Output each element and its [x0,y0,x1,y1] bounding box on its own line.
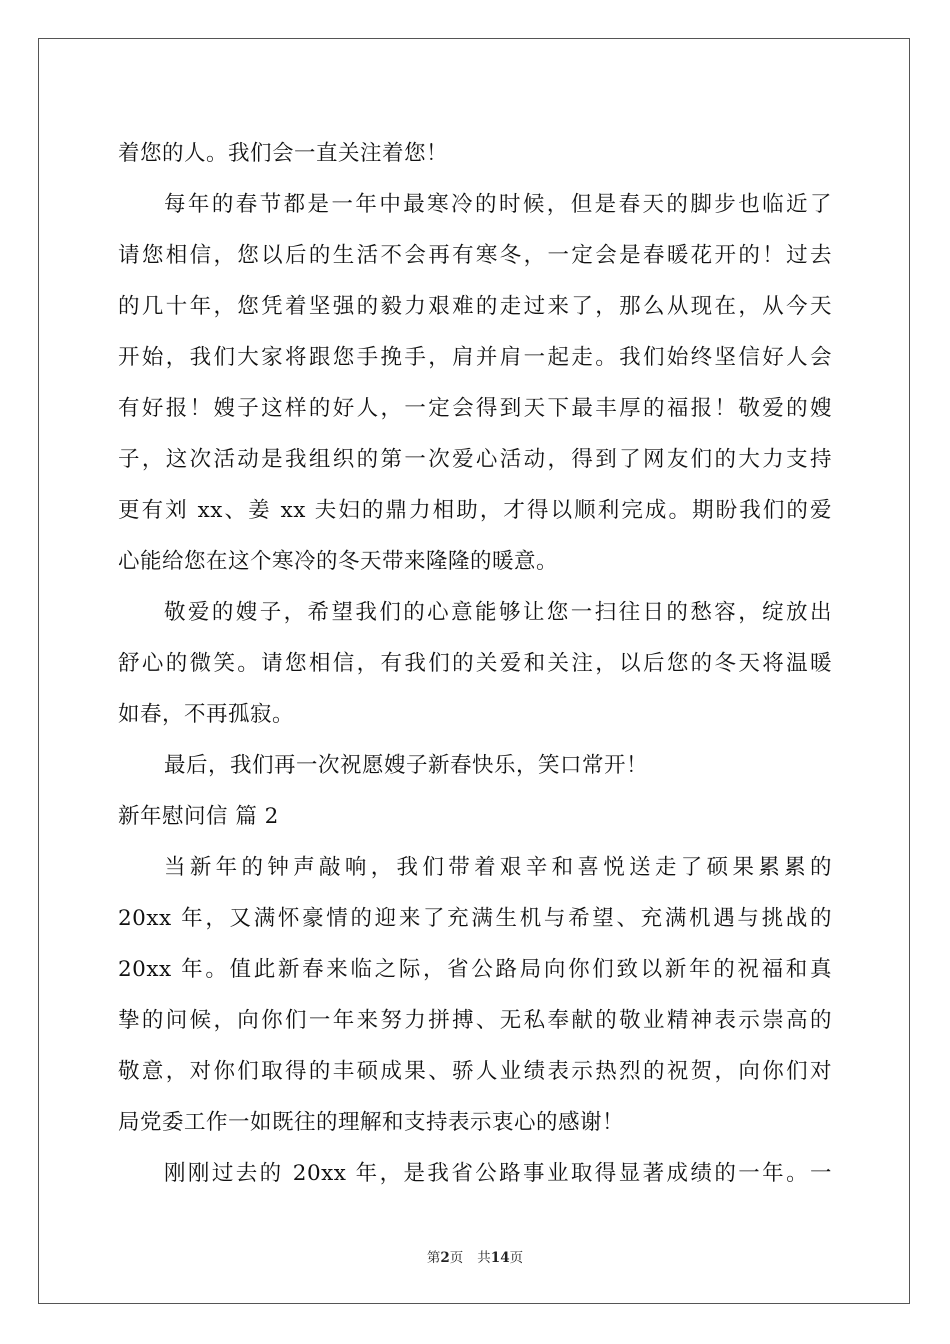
text-line: 当新年的钟声敲响，我们带着艰辛和喜悦送走了硕果累累的 [164,855,832,880]
text-line: 更有刘 xx、姜 xx 夫妇的鼎力相助，才得以顺利完成。期盼我们的爱 [118,498,832,523]
page-number: 2 [440,1250,450,1266]
page-suffix: 页 [449,1250,464,1266]
text-line: 的几十年，您凭着坚强的毅力艰难的走过来了，那么从现在，从今天 [118,294,832,319]
document-body [118,128,832,1199]
page-footer [0,1246,950,1266]
text-line: 每年的春节都是一年中最寒冷的时候，但是春天的脚步也临近了 [164,192,832,217]
text-line: 开始，我们大家将跟您手挽手，肩并肩一起走。我们始终坚信好人会 [118,345,832,370]
text-line: 敬意，对你们取得的丰硕成果、骄人业绩表示热烈的祝贺，向你们对 [118,1059,832,1084]
total-prefix: 共 [477,1250,491,1266]
text-line: 有好报！嫂子这样的好人，一定会得到天下最丰厚的福报！敬爱的嫂 [118,396,832,421]
text-line: 舒心的微笑。请您相信，有我们的关爱和关注，以后您的冬天将温暖 [118,651,832,676]
text-line: 刚刚过去的 20xx 年，是我省公路事业取得显著成绩的一年。一 [164,1161,832,1186]
total-pages: 14 [490,1250,510,1266]
text-line: 20xx 年，又满怀豪情的迎来了充满生机与希望、充满机遇与挑战的 [118,906,832,931]
text-line: 请您相信，您以后的生活不会再有寒冬，一定会是春暖花开的！过去 [118,243,832,268]
section-heading: 新年慰问信 篇 2 [118,804,279,829]
text-line: 如春，不再孤寂。 [118,702,295,727]
total-suffix: 页 [509,1250,524,1266]
text-line: 最后，我们再一次祝愿嫂子新春快乐，笑口常开！ [164,753,649,778]
page-prefix: 第 [426,1250,441,1266]
text-line: 着您的人。我们会一直关注着您！ [118,141,449,166]
text-line: 局党委工作一如既往的理解和支持表示衷心的感谢！ [118,1110,625,1135]
text-line: 20xx 年。值此新春来临之际，省公路局向你们致以新年的祝福和真 [118,957,832,982]
text-line: 子，这次活动是我组织的第一次爱心活动，得到了网友们的大力支持 [118,447,832,472]
text-line: 敬爱的嫂子，希望我们的心意能够让您一扫往日的愁容，绽放出 [164,600,832,625]
text-line: 挚的问候，向你们一年来努力拼搏、无私奉献的敬业精神表示崇高的 [118,1008,832,1033]
text-line: 心能给您在这个寒冷的冬天带来隆隆的暖意。 [118,549,559,574]
